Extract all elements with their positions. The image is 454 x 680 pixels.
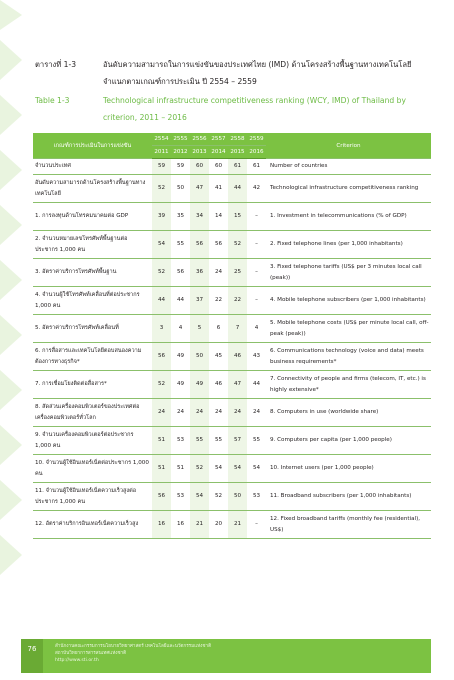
table-row [33,259,431,287]
rank-cell: 53 [247,483,266,511]
rank-cell: 56 [152,483,171,511]
rank-cell: 45 [209,343,228,371]
row-criterion: 2. Fixed telephone lines (per 1,000 inhabitants) [266,231,431,259]
header-year-ce: 2013 [190,146,209,159]
ranking-table [33,133,431,539]
page-footer [21,639,431,673]
rank-cell: 24 [152,399,171,427]
row-criterion: 3. Fixed telephone tariffs (US$ per 3 minutes local call (peak)) [266,259,431,287]
rank-cell: – [247,231,266,259]
rank-cell: 55 [209,427,228,455]
rank-cell: 51 [152,455,171,483]
rank-cell: 24 [171,399,190,427]
rank-cell: 34 [190,203,209,231]
rank-cell: 53 [171,483,190,511]
rank-cell: 24 [247,399,266,427]
rank-cell: 7 [228,315,247,343]
rank-cell: 47 [228,371,247,399]
header-year-ce: 2014 [209,146,228,159]
table-row [33,511,431,539]
row-criterion: 5. Mobile telephone costs (US$ per minute local call, off-peak (peak)) [266,315,431,343]
rank-cell: 37 [190,287,209,315]
header-year-be: 2557 [209,133,228,146]
row-criterion: 8. Computers in use (worldwide share) [266,399,431,427]
rank-cell: 24 [209,259,228,287]
header-year-be: 2559 [247,133,266,146]
table-row [33,399,431,427]
row-criterion: Technological infrastructure competitiveness ranking [266,175,431,203]
rank-cell: – [247,259,266,287]
rank-cell: 52 [152,175,171,203]
rank-cell: 49 [171,343,190,371]
rank-cell: 16 [152,511,171,539]
rank-cell: 47 [190,175,209,203]
rank-cell: 54 [190,483,209,511]
rank-cell: 51 [171,455,190,483]
table-row [33,315,431,343]
row-criterion: 1. Investment in telecommunications (% of GDP) [266,203,431,231]
footer-line-2: สถาบันวิทยาการสารสนเทศแห่งชาติ [55,651,127,656]
rank-cell: 21 [228,511,247,539]
row-criterion: 6. Communications technology (voice and data) meets business requirements* [266,343,431,371]
rank-cell: 54 [228,455,247,483]
row-criterion: 12. Fixed broadband tariffs (monthly fee (residential), US$) [266,511,431,539]
caption-english-number: Table 1-3 [35,96,70,105]
row-criterion: 9. Computers per capita (per 1,000 people) [266,427,431,455]
row-label-thai: 6. การสื่อสารและเทคโนโลยีตอบสนองความต้องการทางธุรกิจ* [33,343,152,371]
decorative-triangles [0,0,22,600]
rank-cell: – [247,287,266,315]
rank-cell: 50 [190,343,209,371]
rank-cell: 22 [209,287,228,315]
header-year-ce: 2011 [152,146,171,159]
rank-cell: 56 [209,231,228,259]
table-body [33,159,431,539]
rank-cell: 44 [152,287,171,315]
rank-cell: 5 [190,315,209,343]
row-label-thai: 2. จำนวนหมายเลขโทรศัพท์พื้นฐานต่อประชากร 1,000 คน [33,231,152,259]
rank-cell: – [247,203,266,231]
rank-cell: 55 [247,427,266,455]
table-row [33,427,431,455]
row-label-thai: 8. สัดส่วนเครื่องคอมพิวเตอร์ของประเทศต่อเครื่องคอมพิวเตอร์ทั่วโลก [33,399,152,427]
rank-cell: 46 [228,343,247,371]
row-label-thai: จำนวนประเทศ [33,159,152,175]
header-year-be: 2558 [228,133,247,146]
rank-cell: 25 [228,259,247,287]
rank-cell: 44 [171,287,190,315]
rank-cell: 52 [152,259,171,287]
rank-cell: 24 [228,399,247,427]
rank-cell: 51 [152,427,171,455]
rank-cell: 50 [171,175,190,203]
rank-cell: 44 [247,371,266,399]
row-label-thai: 4. จำนวนผู้ใช้โทรศัพท์เคลื่อนที่ต่อประชากร 1,000 คน [33,287,152,315]
row-criterion: 4. Mobile telephone subscribers (per 1,000 inhabitants) [266,287,431,315]
row-label-thai: 12. อัตราค่าบริการอินเทอร์เน็ตความเร็วสูง [33,511,152,539]
footer-text [55,643,211,664]
rank-cell: 15 [228,203,247,231]
row-criterion: Number of countries [266,159,431,175]
row-label-thai: 7. การเชื่อมโยงติดต่อสื่อสาร* [33,371,152,399]
caption-thai [35,56,430,90]
header-year-ce: 2015 [228,146,247,159]
rank-cell: 46 [209,371,228,399]
footer-line-1: สำนักงานคณะกรรมการนโยบายวิทยาศาสตร์ เทคโนโลยีและนวัตกรรมแห่งชาติ [55,644,212,649]
footer-line-3: http://www.sti.or.th [55,658,99,663]
rank-cell: 35 [171,203,190,231]
rank-cell: 53 [171,427,190,455]
rank-cell: 43 [247,343,266,371]
caption-thai-number: ตารางที่ 1-3 [35,60,77,69]
page-number: 76 [21,639,43,673]
rank-cell: 60 [209,159,228,175]
table-row [33,287,431,315]
rank-cell: 52 [152,371,171,399]
rank-cell: 4 [171,315,190,343]
rank-cell: 44 [228,175,247,203]
rank-cell: 49 [190,371,209,399]
table-row [33,175,431,203]
rank-cell: 49 [171,371,190,399]
row-label-thai: 3. อัตราค่าบริการโทรศัพท์พื้นฐาน [33,259,152,287]
table-row [33,159,431,175]
rank-cell: 36 [190,259,209,287]
rank-cell: 52 [228,231,247,259]
row-label-thai: 10. จำนวนผู้ใช้อินเทอร์เน็ตต่อประชากร 1,000 คน [33,455,152,483]
rank-cell: 59 [152,159,171,175]
rank-cell: 50 [228,483,247,511]
ranking-table-wrapper [33,133,431,539]
header-year-ce: 2012 [171,146,190,159]
header-year-be: 2554 [152,133,171,146]
rank-cell: 4 [247,315,266,343]
table-row [33,231,431,259]
row-criterion: 10. Internet users (per 1,000 people) [266,455,431,483]
caption-english [35,92,430,126]
header-year-be: 2556 [190,133,209,146]
rank-cell: 20 [209,511,228,539]
row-label-thai: 11. จำนวนผู้ใช้อินเทอร์เน็ตความเร็วสูงต่อประชากร 1,000 คน [33,483,152,511]
table-row [33,455,431,483]
row-label-thai: 9. จำนวนเครื่องคอมพิวเตอร์ต่อประชากร 1,000 คน [33,427,152,455]
rank-cell: 54 [152,231,171,259]
rank-cell: 24 [190,399,209,427]
rank-cell: 42 [247,175,266,203]
rank-cell: 3 [152,315,171,343]
row-criterion: 11. Broadband subscribers (per 1,000 inhabitants) [266,483,431,511]
header-year-be: 2555 [171,133,190,146]
caption-english-text: Technological infrastructure competitiveness ranking (WCY, IMD) of Thailand by criterion, 2011 – 2016 [103,96,406,122]
rank-cell: 24 [209,399,228,427]
row-label-thai: อันดับความสามารถด้านโครงสร้างพื้นฐานทางเทคโนโลยี [33,175,152,203]
caption-thai-text: อันดับความสามารถในการแข่งขันของประเทศไทย (IMD) ด้านโครงสร้างพื้นฐานทางเทคโนโลยี จำแนกตามเกณฑ์การประเมิน ปี 2554 – 2559 [103,60,412,86]
table-row [33,203,431,231]
rank-cell: 60 [190,159,209,175]
rank-cell: 16 [171,511,190,539]
rank-cell: 61 [228,159,247,175]
table-row [33,371,431,399]
header-year-ce: 2016 [247,146,266,159]
header-criteria-thai: เกณฑ์การประเมินในการแข่งขัน [33,133,152,159]
rank-cell: 54 [247,455,266,483]
rank-cell: 54 [209,455,228,483]
rank-cell: 52 [190,455,209,483]
row-criterion: 7. Connectivity of people and firms (telecom, IT, etc.) is highly extensive* [266,371,431,399]
rank-cell: 59 [171,159,190,175]
rank-cell: 56 [171,259,190,287]
row-label-thai: 1. การลงทุนด้านโทรคมนาคมต่อ GDP [33,203,152,231]
rank-cell: 55 [171,231,190,259]
rank-cell: 14 [209,203,228,231]
rank-cell: 6 [209,315,228,343]
header-criterion: Criterion [266,133,431,159]
rank-cell: 56 [152,343,171,371]
table-row [33,483,431,511]
rank-cell: 55 [190,427,209,455]
rank-cell: 22 [228,287,247,315]
rank-cell: 61 [247,159,266,175]
rank-cell: 41 [209,175,228,203]
rank-cell: 57 [228,427,247,455]
table-row [33,343,431,371]
rank-cell: 56 [190,231,209,259]
row-label-thai: 5. อัตราค่าบริการโทรศัพท์เคลื่อนที่ [33,315,152,343]
rank-cell: 39 [152,203,171,231]
rank-cell: 52 [209,483,228,511]
rank-cell: 21 [190,511,209,539]
rank-cell: – [247,511,266,539]
